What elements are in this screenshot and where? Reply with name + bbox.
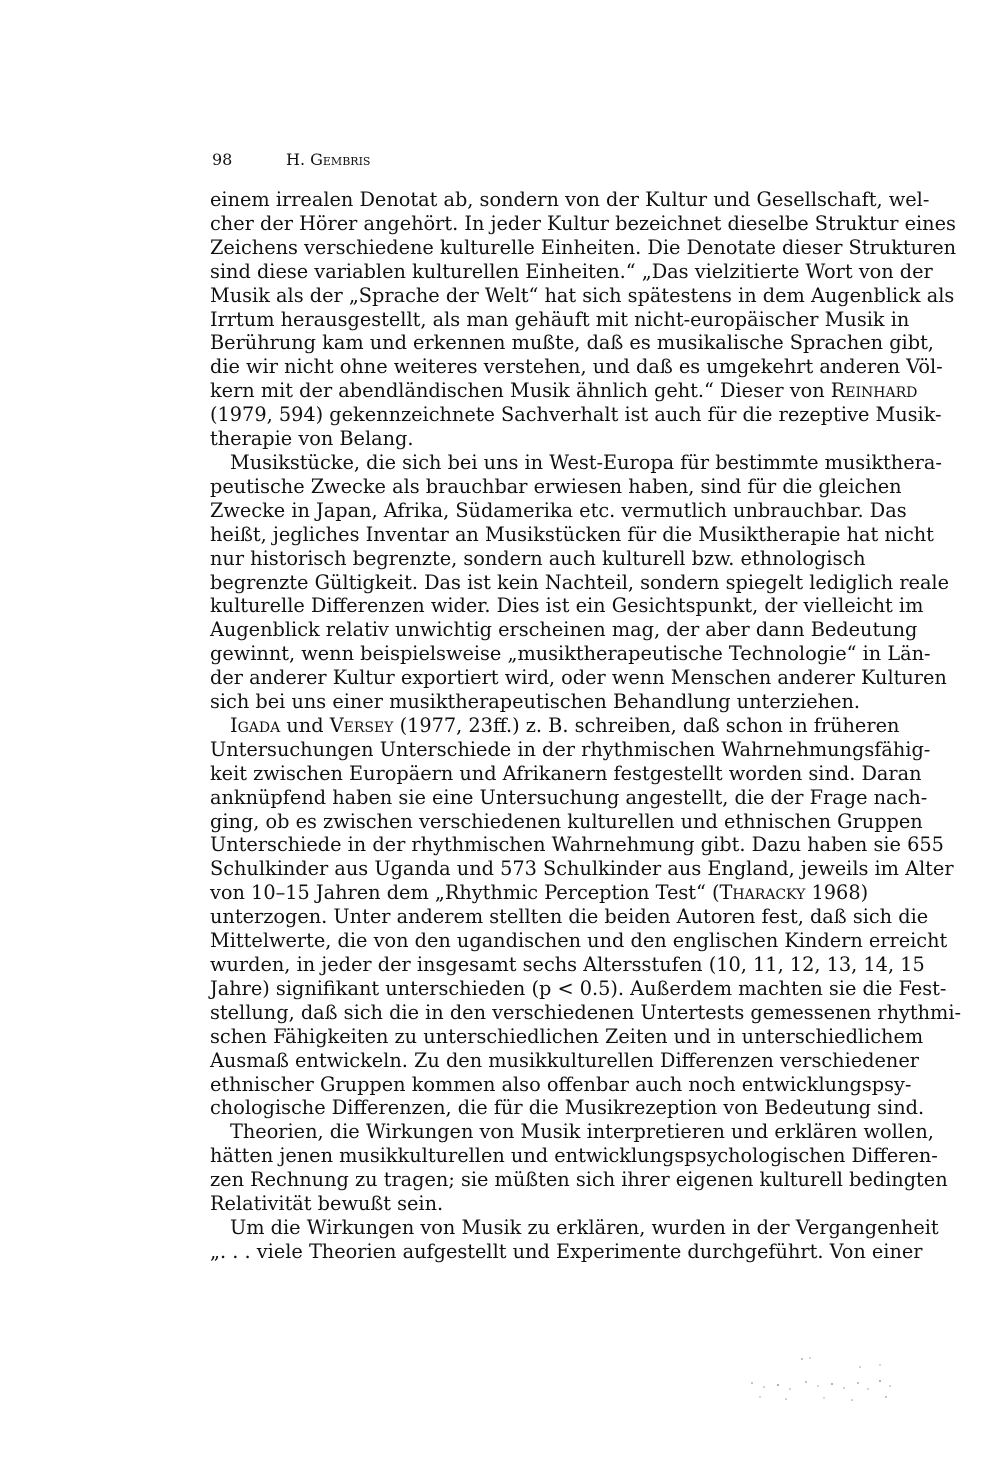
text-line-3: Zeichens verschiedene kulturelle Einheiten. Die Denotate dieser Strukturen (210, 235, 957, 259)
body-text (210, 188, 962, 1264)
citation-versey: Versey (329, 713, 394, 737)
text-line-10: (1979, 594) gekennzeichnete Sachverhalt ist auch für die rezeptive Musik- (210, 403, 942, 427)
author-initial: H. (286, 150, 311, 169)
text-line-30-start: von 10–15 Jahren dem „Rhythmic Perception Test“ ( (210, 881, 720, 905)
text-line-25: keit zwischen Europäern und Afrikanern festgestellt worden sind. Daran (210, 761, 922, 785)
text-line-8: die wir nicht ohne weiteres verstehen, und daß es umgekehrt anderen Völ- (210, 355, 943, 379)
text-line-14: Zwecke in Japan, Afrika, Südamerika etc. vermutlich unbrauchbar. Das (210, 498, 907, 522)
citation-tharacky: Tharacky (719, 881, 806, 905)
text-line-31: unterzogen. Unter anderem stellten die beiden Autoren fest, daß sich die (210, 905, 929, 929)
text-line-13: peutische Zwecke als brauchbar erwiesen haben, sind für die gleichen (210, 474, 902, 498)
text-line-30 (210, 881, 869, 905)
text-line-17: begrenzte Gültigkeit. Das ist kein Nachteil, sondern spiegelt lediglich reale (210, 570, 950, 594)
running-head (212, 150, 370, 170)
page-number: 98 (212, 150, 233, 169)
text-line-9 (210, 379, 918, 403)
text-line-32: Mittelwerte, die von den ugandischen und den englischen Kindern erreicht (210, 929, 948, 953)
citation-igada: Igada (230, 713, 281, 737)
text-line-34: Jahre) signifikant unterschieden (p < 0.5). Außerdem machten sie die Fest- (210, 976, 947, 1000)
text-line-23-end: (1977, 23ff.) z. B. schreiben, daß schon in früheren (393, 713, 900, 737)
text-line-27: ging, ob es zwischen verschiedenen kulturellen und ethnischen Gruppen (210, 809, 923, 833)
text-line-36: schen Fähigkeiten zu unterschiedlichen Zeiten und in unterschiedlichem (210, 1024, 924, 1048)
text-line-7: Berührung kam und erkennen mußte, daß es musikalische Sprachen gibt, (210, 331, 934, 355)
text-line-23 (210, 713, 900, 738)
text-line-37: Ausmaß entwickeln. Zu den musikkulturellen Differenzen verschiedener (210, 1048, 919, 1072)
text-line-4: sind diese variablen kulturellen Einheiten.“ „Das vielzitierte Wort von der (210, 259, 933, 283)
text-line-16: nur historisch begrenzte, sondern auch kulturell bzw. ethnologisch (210, 546, 866, 570)
text-line-18: kulturelle Differenzen wider. Dies ist ein Gesichtspunkt, der vielleicht im (210, 594, 924, 618)
text-line-35: stellung, daß sich die in den verschiedenen Untertests gemessenen rhythmi- (210, 1000, 962, 1024)
text-line-5: Musik als der „Sprache der Welt“ hat sich spätestens in dem Augenblick als (210, 283, 955, 307)
text-line-45: „. . . viele Theorien aufgestellt und Experimente durchgeführt. Von einer (210, 1239, 923, 1263)
text-line-22: sich bei uns einer musiktherapeutischen Behandlung unterziehen. (210, 690, 861, 714)
text-line-39: chologische Differenzen, die für die Musikrezeption von Bedeutung sind. (210, 1096, 925, 1120)
text-line-19: Augenblick relativ unwichtig erscheinen mag, der aber dann Bedeutung (210, 618, 918, 642)
text-line-21: der anderer Kultur exportiert wird, oder wenn Menschen anderer Kulturen (210, 666, 947, 690)
scan-speckle-decoration (740, 1355, 900, 1405)
text-line-26: anknüpfend haben sie eine Untersuchung angestellt, die der Frage nach- (210, 785, 928, 809)
text-line-12: Musikstücke, die sich bei uns in West-Europa für bestimmte musikthera- (230, 450, 942, 474)
text-line-33: wurden, in jeder der insgesamt sechs Altersstufen (10, 11, 12, 13, 14, 15 (210, 953, 925, 976)
text-line-44: Um die Wirkungen von Musik zu erklären, wurden in der Vergangenheit (230, 1215, 939, 1239)
text-line-15: heißt, jegliches Inventar an Musikstücken für die Musiktherapie hat nicht (210, 522, 934, 546)
author-surname: Gembris (310, 150, 371, 169)
text-line-2: cher der Hörer angehört. In jeder Kultur bezeichnet dieselbe Struktur eines (210, 211, 956, 235)
text-line-42: zen Rechnung zu tragen; sie müßten sich ihrer eigenen kulturell bedingten (210, 1168, 948, 1192)
text-line-29: Schulkinder aus Uganda und 573 Schulkinder aus England, jeweils im Alter (210, 857, 954, 881)
text-line-43: Relativität bewußt sein. (210, 1192, 444, 1216)
text-line-20: gewinnt, wenn beispielsweise „musiktherapeutische Technologie“ in Län- (210, 642, 931, 666)
text-line-30-end: 1968) (805, 881, 869, 905)
text-line-1: einem irrealen Denotat ab, sondern von der Kultur und Gesellschaft, wel- (210, 188, 930, 211)
text-line-40: Theorien, die Wirkungen von Musik interpretieren und erklären wollen, (230, 1120, 934, 1144)
text-line-11: therapie von Belang. (210, 427, 414, 451)
text-line-28: Unterschiede in der rhythmischen Wahrnehmung gibt. Dazu haben sie 655 (210, 833, 944, 857)
text-line-23-mid: und (280, 713, 330, 737)
text-line-41: hätten jenen musikkulturellen und entwicklungspsychologischen Differen- (210, 1144, 938, 1168)
text-line-38: ethnischer Gruppen kommen also offenbar auch noch entwicklungspsy- (210, 1072, 912, 1096)
text-line-6: Irrtum herausgestellt, als man gehäuft mit nicht-europäischer Musik in (210, 307, 910, 331)
citation-reinhard: Reinhard (830, 379, 918, 403)
text-line-9-start: kern mit der abendländischen Musik ähnlich geht.“ Dieser von (210, 379, 831, 403)
text-line-24: Untersuchungen Unterschiede in der rhythmischen Wahrnehmungsfähig- (210, 737, 931, 761)
